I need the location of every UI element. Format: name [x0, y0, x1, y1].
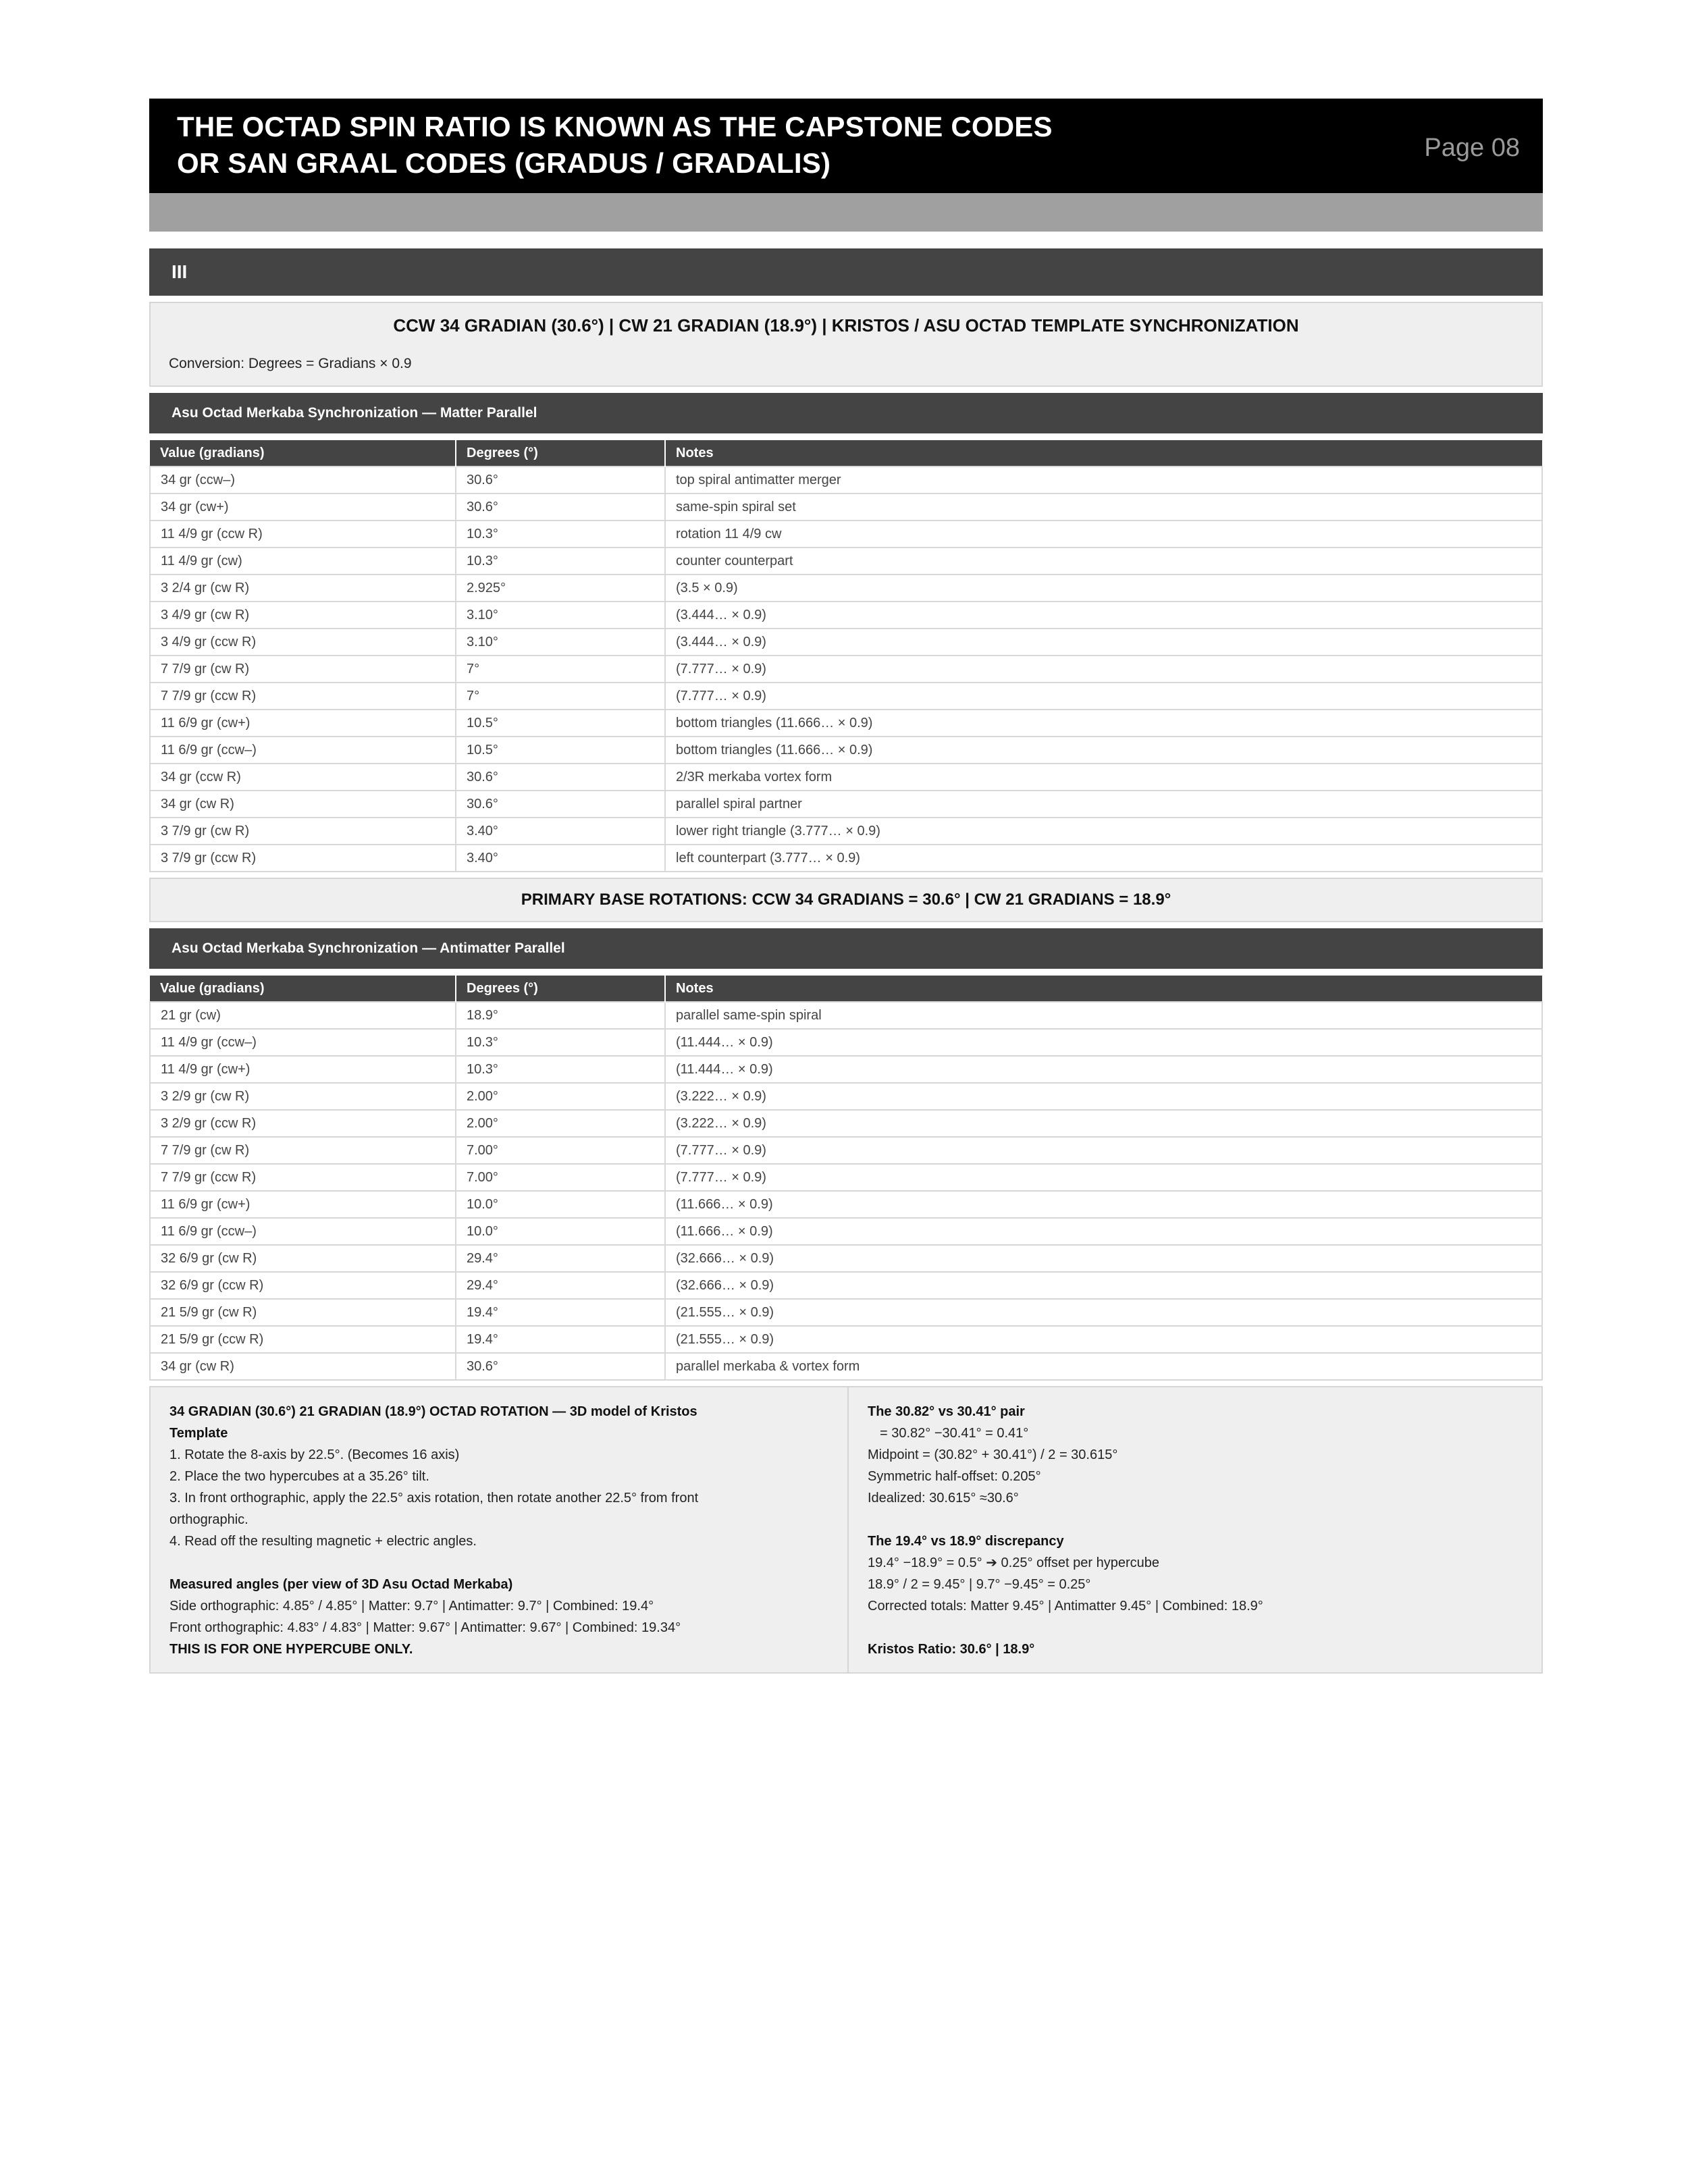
note-line: THIS IS FOR ONE HYPERCUBE ONLY. — [169, 1642, 413, 1657]
value-cell: 11 4/9 gr (cw+) — [150, 1056, 456, 1083]
notes-cell: 2/3R merkaba vortex form — [665, 764, 1542, 791]
value-cell: 32 6/9 gr (ccw R) — [150, 1272, 456, 1299]
table-row — [150, 1218, 1542, 1245]
note-line: 3. In front orthographic, apply the 22.5° axis rotation, then rotate another 22.5° from front — [169, 1491, 699, 1506]
notes-panel — [149, 1386, 1543, 1674]
degrees-cell: 10.3° — [456, 1029, 665, 1056]
table-row — [150, 1029, 1542, 1056]
note-spacer — [868, 1509, 1523, 1530]
table-row — [150, 1056, 1542, 1083]
degrees-cell: 29.4° — [456, 1245, 665, 1272]
value-cell: 3 4/9 gr (ccw R) — [150, 629, 456, 656]
value-cell: 11 6/9 gr (cw+) — [150, 710, 456, 737]
antimatter-table-body — [150, 1002, 1542, 1380]
page-title-line-1: THE OCTAD SPIN RATIO IS KNOWN AS THE CAPSTONE CODES — [177, 111, 1053, 142]
value-cell: 3 7/9 gr (cw R) — [150, 818, 456, 845]
value-cell: 34 gr (ccw–) — [150, 467, 456, 494]
degrees-cell: 2.925° — [456, 575, 665, 602]
table-row — [150, 764, 1542, 791]
value-cell: 3 2/4 gr (cw R) — [150, 575, 456, 602]
notes-cell: (11.444… × 0.9) — [665, 1029, 1542, 1056]
note-line: = 30.82° −30.41° = 0.41° — [880, 1426, 1029, 1441]
notes-cell: parallel spiral partner — [665, 791, 1542, 818]
table-row — [150, 521, 1542, 548]
notes-cell: top spiral antimatter merger — [665, 467, 1542, 494]
degrees-cell: 7.00° — [456, 1137, 665, 1164]
degrees-cell: 10.3° — [456, 1056, 665, 1083]
discrepancy-notes — [849, 1387, 1541, 1672]
table-row — [150, 1002, 1542, 1029]
table-row — [150, 710, 1542, 737]
note-line: 1. Rotate the 8-axis by 22.5°. (Becomes 16 axis) — [169, 1447, 460, 1462]
table-row — [150, 1083, 1542, 1110]
table-row — [150, 656, 1542, 683]
column-header-value: Value (gradians) — [150, 976, 456, 1002]
value-cell: 11 4/9 gr (cw) — [150, 548, 456, 575]
notes-cell: parallel same-spin spiral — [665, 1002, 1542, 1029]
value-cell: 34 gr (ccw R) — [150, 764, 456, 791]
note-line: 19.4° −18.9° = 0.5° ➔ 0.25° offset per hypercube — [868, 1555, 1160, 1570]
note-line: Front orthographic: 4.83° / 4.83° | Matter: 9.67° | Antimatter: 9.67° | Combined: 19.34° — [169, 1620, 681, 1635]
title-bar — [149, 99, 1543, 193]
antimatter-table-title: Asu Octad Merkaba Synchronization — Antimatter Parallel — [149, 928, 1543, 969]
value-cell: 11 6/9 gr (cw+) — [150, 1191, 456, 1218]
value-cell: 34 gr (cw+) — [150, 494, 456, 521]
value-cell: 21 5/9 gr (ccw R) — [150, 1326, 456, 1353]
table-row — [150, 602, 1542, 629]
table-row — [150, 467, 1542, 494]
degrees-cell: 19.4° — [456, 1326, 665, 1353]
page-title-line-2: OR SAN GRAAL CODES (GRADUS / GRADALIS) — [177, 147, 831, 179]
degrees-cell: 3.40° — [456, 818, 665, 845]
page-number: Page 08 — [1424, 134, 1520, 162]
octad-rotation-notes — [151, 1387, 849, 1672]
notes-cell: (11.666… × 0.9) — [665, 1191, 1542, 1218]
degrees-cell: 30.6° — [456, 791, 665, 818]
degrees-cell: 3.10° — [456, 629, 665, 656]
note-line: The 30.82° vs 30.41° pair — [868, 1404, 1025, 1419]
degrees-cell: 30.6° — [456, 764, 665, 791]
notes-cell: bottom triangles (11.666… × 0.9) — [665, 737, 1542, 764]
value-cell: 7 7/9 gr (cw R) — [150, 1137, 456, 1164]
column-header-notes: Notes — [665, 440, 1542, 467]
notes-cell: (3.222… × 0.9) — [665, 1083, 1542, 1110]
note-line: Side orthographic: 4.85° / 4.85° | Matter: 9.7° | Antimatter: 9.7° | Combined: 19.4° — [169, 1599, 654, 1614]
note-line: 2. Place the two hypercubes at a 35.26° tilt. — [169, 1469, 429, 1484]
notes-cell: (21.555… × 0.9) — [665, 1299, 1542, 1326]
degrees-cell: 30.6° — [456, 467, 665, 494]
matter-parallel-table — [149, 440, 1543, 872]
note-spacer — [169, 1552, 828, 1574]
degrees-cell: 30.6° — [456, 494, 665, 521]
table-row — [150, 1272, 1542, 1299]
value-cell: 11 6/9 gr (ccw–) — [150, 1218, 456, 1245]
notes-cell: (3.222… × 0.9) — [665, 1110, 1542, 1137]
table-row — [150, 845, 1542, 872]
intro-panel — [149, 302, 1543, 387]
value-cell: 21 gr (cw) — [150, 1002, 456, 1029]
notes-cell: (11.444… × 0.9) — [665, 1056, 1542, 1083]
notes-cell: same-spin spiral set — [665, 494, 1542, 521]
value-cell: 7 7/9 gr (ccw R) — [150, 1164, 456, 1191]
table-header-row — [150, 440, 1542, 467]
degrees-cell: 7° — [456, 656, 665, 683]
degrees-cell: 29.4° — [456, 1272, 665, 1299]
degrees-cell: 3.10° — [456, 602, 665, 629]
table-row — [150, 737, 1542, 764]
degrees-cell: 7° — [456, 683, 665, 710]
document-page — [149, 99, 1543, 1674]
table-row — [150, 1137, 1542, 1164]
degrees-cell: 10.3° — [456, 548, 665, 575]
table-row — [150, 1245, 1542, 1272]
table-row — [150, 1326, 1542, 1353]
degrees-cell: 2.00° — [456, 1083, 665, 1110]
primary-rotations-banner: PRIMARY BASE ROTATIONS: CCW 34 GRADIANS = 30.6° | CW 21 GRADIANS = 18.9° — [149, 878, 1543, 922]
degrees-cell: 2.00° — [456, 1110, 665, 1137]
column-header-degrees: Degrees (°) — [456, 976, 665, 1002]
table-row — [150, 1299, 1542, 1326]
notes-cell: (21.555… × 0.9) — [665, 1326, 1542, 1353]
note-line: Measured angles (per view of 3D Asu Octad Merkaba) — [169, 1577, 513, 1592]
note-line: 4. Read off the resulting magnetic + electric angles. — [169, 1534, 477, 1549]
notes-cell: rotation 11 4/9 cw — [665, 521, 1542, 548]
table-row — [150, 494, 1542, 521]
antimatter-parallel-table — [149, 976, 1543, 1381]
table-row — [150, 548, 1542, 575]
note-line: The 19.4° vs 18.9° discrepancy — [868, 1534, 1064, 1549]
table-row — [150, 818, 1542, 845]
conversion-note: Conversion: Degrees = Gradians × 0.9 — [169, 356, 412, 371]
notes-cell: counter counterpart — [665, 548, 1542, 575]
notes-cell: (7.777… × 0.9) — [665, 1137, 1542, 1164]
notes-cell: (7.777… × 0.9) — [665, 683, 1542, 710]
value-cell: 32 6/9 gr (cw R) — [150, 1245, 456, 1272]
notes-cell: (32.666… × 0.9) — [665, 1272, 1542, 1299]
value-cell: 11 4/9 gr (ccw R) — [150, 521, 456, 548]
degrees-cell: 10.0° — [456, 1191, 665, 1218]
table-row — [150, 683, 1542, 710]
degrees-cell: 10.0° — [456, 1218, 665, 1245]
matter-table-title: Asu Octad Merkaba Synchronization — Matter Parallel — [149, 393, 1543, 433]
note-line: Symmetric half-offset: 0.205° — [868, 1469, 1041, 1484]
note-line: Kristos Ratio: 30.6° | 18.9° — [868, 1642, 1035, 1657]
value-cell: 3 2/9 gr (ccw R) — [150, 1110, 456, 1137]
table-row — [150, 1110, 1542, 1137]
degrees-cell: 30.6° — [456, 1353, 665, 1380]
notes-cell: parallel merkaba & vortex form — [665, 1353, 1542, 1380]
intro-heading: CCW 34 GRADIAN (30.6°) | CW 21 GRADIAN (18.9°) | KRISTOS / ASU OCTAD TEMPLATE SYNCHRONIZATION — [393, 315, 1299, 336]
column-header-value: Value (gradians) — [150, 440, 456, 467]
value-cell: 11 6/9 gr (ccw–) — [150, 737, 456, 764]
notes-cell: (3.444… × 0.9) — [665, 629, 1542, 656]
column-header-notes: Notes — [665, 976, 1542, 1002]
note-line: 34 GRADIAN (30.6°) 21 GRADIAN (18.9°) OCTAD ROTATION — 3D model of Kristos — [169, 1404, 697, 1419]
notes-cell: (7.777… × 0.9) — [665, 1164, 1542, 1191]
table-row — [150, 1191, 1542, 1218]
table-row — [150, 1164, 1542, 1191]
degrees-cell: 10.5° — [456, 710, 665, 737]
degrees-cell: 18.9° — [456, 1002, 665, 1029]
value-cell: 3 7/9 gr (ccw R) — [150, 845, 456, 872]
table-header-row — [150, 976, 1542, 1002]
value-cell: 11 4/9 gr (ccw–) — [150, 1029, 456, 1056]
value-cell: 21 5/9 gr (cw R) — [150, 1299, 456, 1326]
note-line: Template — [169, 1426, 228, 1441]
degrees-cell: 10.5° — [456, 737, 665, 764]
notes-cell: (11.666… × 0.9) — [665, 1218, 1542, 1245]
degrees-cell: 10.3° — [456, 521, 665, 548]
notes-cell: left counterpart (3.777… × 0.9) — [665, 845, 1542, 872]
matter-table-body — [150, 467, 1542, 872]
note-line: orthographic. — [169, 1512, 248, 1527]
note-line: Idealized: 30.615° ≈30.6° — [868, 1491, 1019, 1506]
value-cell: 7 7/9 gr (cw R) — [150, 656, 456, 683]
table-row — [150, 629, 1542, 656]
degrees-cell: 7.00° — [456, 1164, 665, 1191]
degrees-cell: 3.40° — [456, 845, 665, 872]
header-divider-band — [149, 193, 1543, 232]
notes-cell: (3.5 × 0.9) — [665, 575, 1542, 602]
notes-cell: (3.444… × 0.9) — [665, 602, 1542, 629]
value-cell: 34 gr (cw R) — [150, 1353, 456, 1380]
table-row — [150, 575, 1542, 602]
column-header-degrees: Degrees (°) — [456, 440, 665, 467]
notes-cell: (7.777… × 0.9) — [665, 656, 1542, 683]
table-row — [150, 791, 1542, 818]
note-spacer — [868, 1617, 1523, 1639]
table-row — [150, 1353, 1542, 1380]
notes-cell: lower right triangle (3.777… × 0.9) — [665, 818, 1542, 845]
notes-cell: (32.666… × 0.9) — [665, 1245, 1542, 1272]
value-cell: 3 4/9 gr (cw R) — [150, 602, 456, 629]
value-cell: 7 7/9 gr (ccw R) — [150, 683, 456, 710]
note-line: 18.9° / 2 = 9.45° | 9.7° −9.45° = 0.25° — [868, 1577, 1091, 1592]
degrees-cell: 19.4° — [456, 1299, 665, 1326]
note-line: Midpoint = (30.82° + 30.41°) / 2 = 30.615° — [868, 1447, 1118, 1462]
value-cell: 3 2/9 gr (cw R) — [150, 1083, 456, 1110]
notes-cell: bottom triangles (11.666… × 0.9) — [665, 710, 1542, 737]
value-cell: 34 gr (cw R) — [150, 791, 456, 818]
section-label: III — [149, 248, 1543, 296]
note-line: Corrected totals: Matter 9.45° | Antimatter 9.45° | Combined: 18.9° — [868, 1599, 1263, 1614]
